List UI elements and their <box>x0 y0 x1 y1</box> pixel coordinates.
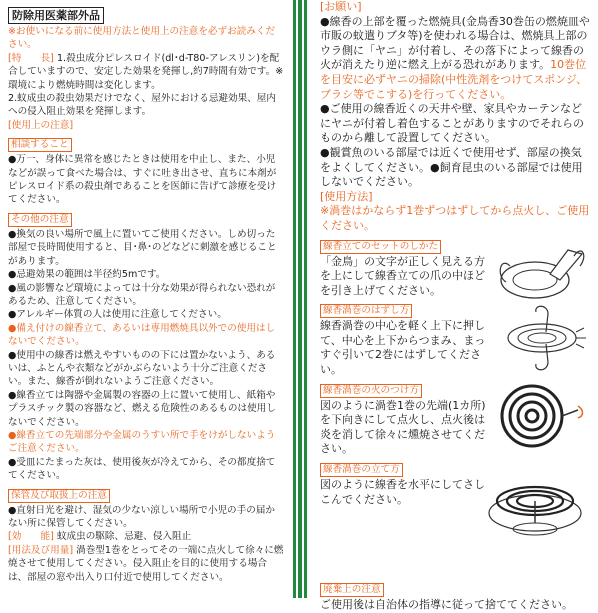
other-precaution-item: ●忌避効果の範囲は半径約5mです。 <box>8 269 166 281</box>
other-precautions-list <box>8 228 284 483</box>
other-precaution-item: ●線香立ての先端部分や金属のうすい所で手をけがしないようご注意ください。 <box>8 429 276 455</box>
stand-setup-illustration <box>490 236 590 308</box>
other-precaution-item: ●線香立ては陶器や金属製の容器の上に置いて使用し、紙箱やプラスチック製の容器など、燃える危険性のあるものは使用しないでください。 <box>8 389 276 428</box>
efficacy-text: 蚊成虫の駆除、忌避、侵入阻止 <box>56 531 192 543</box>
category-label: 防除用医薬部外品 <box>8 7 104 24</box>
other-precaution-item: ●換気の良い場所で風上に置いてご使用ください。しめ切った部屋で長時間使用すると、目･鼻･のどなどに刺激を感じることがあります。 <box>8 228 277 267</box>
stand-section <box>320 457 592 507</box>
notice-heading: [お願い] <box>320 0 362 13</box>
storage-text: ●直射日光を避け、湿気の少ない涼しい場所で小児の手の届かない所に保管してください。 <box>8 504 276 529</box>
remove-heading: 線香渦巻のはずし方 <box>320 304 412 318</box>
method-warning: ※渦巻はかならず1巻ずつはずしてから点火し、ご使用ください。 <box>320 204 590 232</box>
efficacy-label: [効 能] <box>8 531 54 543</box>
left-column <box>0 0 290 584</box>
disposal-heading: 廃棄上の注意 <box>320 583 384 597</box>
set-heading: 線香立てのセットのしかた <box>320 240 441 254</box>
other-precaution-item: ●受皿にたまった灰は、使用後灰が冷えてから、その都度捨ててください。 <box>8 456 276 482</box>
stand-text: 図のように線香を水平にしてさしこんでください。 <box>320 478 485 506</box>
other-precautions-heading: その他の注意 <box>8 213 72 227</box>
remove-section <box>320 298 592 377</box>
consult-text: ●万一、身体に異常を感じたときは使用を中止し、また、小児などが誤って食べた場合は、すぐに吐き出させ、直ちに本剤がピレスロイド系の殺虫剤であることを医師に告げて診療を受けてください。 <box>8 154 277 206</box>
notice-text-3: ●観賞魚のいる部屋では近くで使用せず、部屋の換気をよくしてください。●飼育昆虫のいる部屋では使用しないでください。 <box>320 145 583 189</box>
usage-text: 渦巻型1巻をとってその一端に点火して徐々に燃焼させて使用してください。侵入阻止を目的に使用する場合は、部屋の窓や出入り口付近で使用してください。 <box>8 544 284 583</box>
other-precaution-item: ●アレルギー体質の人は使用に注意してください。 <box>8 309 227 321</box>
notice-orange-text: 10巻位を目安に必ずヤニの掃除(中性洗剤をつけてスポンジ、ブラシ等でこする)を行ってください。 <box>320 58 588 101</box>
features-text-1: 1.殺虫成分ピレスロイド(dl･d-T80-アレスリン)を配合していますので、安定した効果を発揮し,約7時間有効です。※環境により燃焼時間は変化します。 <box>8 52 284 91</box>
ignite-text: 図のように渦巻1巻の先端(1カ所)を下向きにして点火し、点火後は炎を消して徐々に燻焼させてください。 <box>320 398 486 456</box>
notice-text: ●線香の上部を覆った燃焼具(金鳥香30巻缶の燃焼皿や市販の蚊遣りブタ等)を使われる場合は、燃焼具上部のウラ側に「ヤニ」が付着し、その落下によって線香の火が消えたり逆に燃え上がる恐れがあります。10巻位を目安に必ずヤニの掃除(中性洗剤をつけてスポンジ、ブラシ等でこする)を行ってください。 <box>320 14 590 101</box>
efficacy-section <box>8 530 284 543</box>
precautions-heading: [使用上の注意] <box>8 119 74 131</box>
method-heading: [使用方法] <box>320 189 373 203</box>
notice-text-2: ●ご使用の線香近くの天井や壁、家具やカーテンなどにヤニが付着し着色することがありますのでそれらのものから離して設置してください。 <box>320 102 584 145</box>
features-section <box>8 52 284 92</box>
set-text: 「金鳥」の文字が正しく見える方を上にして線香立ての爪の中ほどを引き上げてください。 <box>320 254 485 297</box>
set-section <box>320 234 592 299</box>
features-text-2: 2.蚊成虫の殺虫効果だけでなく、屋外における忌避効果、屋内への侵入阻止効果を発揮します。 <box>8 93 276 118</box>
disposal-text: ご使用後は自治体の指導に従って捨ててください。 <box>320 598 573 612</box>
coil-ignite-illustration <box>490 380 590 450</box>
green-divider <box>293 0 307 598</box>
other-precaution-item: ●使用中の線香は燃えやすいものの下には置かないよう、あるいは、ふとんや衣類などがかぶらないよう十分ご注意ください。また、線香が倒れないようご注意ください。 <box>8 349 276 388</box>
stand-heading: 線香渦巻の立て方 <box>320 463 403 477</box>
read-before-use-warning: ※お使いになる前に使用方法と使用上の注意を必ずお読みください。 <box>8 26 276 51</box>
usage-section <box>8 544 284 584</box>
other-precaution-item: ●風の影響など環境によっては十分な効果が得られない恐れがあるため、注意してください。 <box>8 282 276 307</box>
storage-heading: 保管及び取扱上の注意 <box>8 489 110 503</box>
consult-heading: 相談すること <box>8 138 72 152</box>
ignite-heading: 線香渦巻の火のつけ方 <box>320 384 422 398</box>
coil-separate-illustration <box>490 302 590 372</box>
features-label: [特 長] <box>8 52 54 64</box>
right-column <box>314 0 598 613</box>
usage-label: [用法及び用量] <box>8 544 74 556</box>
coil-on-stand-illustration <box>480 465 590 543</box>
remove-text: 線香渦巻の中心を軽く上下に押して、中心を上下からつまみ、まっすぐ引いて2巻にはずしてください。 <box>320 319 486 377</box>
ignite-section <box>320 378 592 457</box>
other-precaution-item: ●備え付けの線香立て、あるいは専用燃焼具以外での使用はしないでください。 <box>8 322 276 348</box>
